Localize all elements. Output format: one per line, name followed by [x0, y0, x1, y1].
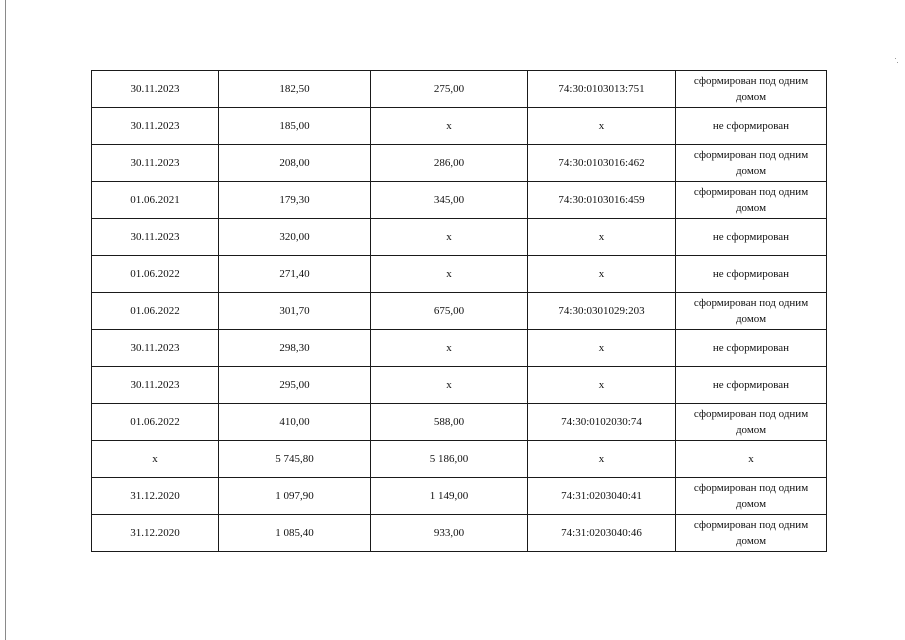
land-area-cell: 345,00 — [371, 182, 528, 219]
land-area-cell: х — [371, 108, 528, 145]
table-row — [92, 108, 827, 145]
area-cell: 182,50 — [219, 71, 371, 108]
data-table — [91, 70, 827, 552]
area-cell: 320,00 — [219, 219, 371, 256]
table-row — [92, 256, 827, 293]
land-area-cell: х — [371, 367, 528, 404]
cadastral-number-cell: 74:31:0203040:41 — [528, 478, 676, 515]
scan-speck — [895, 58, 896, 59]
status-cell: сформирован под одним домом — [676, 71, 827, 108]
area-cell: 208,00 — [219, 145, 371, 182]
area-cell: 301,70 — [219, 293, 371, 330]
table-row — [92, 441, 827, 478]
table-row — [92, 71, 827, 108]
area-cell: 298,30 — [219, 330, 371, 367]
date-cell: 30.11.2023 — [92, 219, 219, 256]
area-cell: 179,30 — [219, 182, 371, 219]
land-area-cell: 5 186,00 — [371, 441, 528, 478]
scan-speck — [897, 62, 898, 63]
table-row — [92, 219, 827, 256]
land-area-cell: 675,00 — [371, 293, 528, 330]
status-cell: сформирован под одним домом — [676, 515, 827, 552]
land-area-cell: 933,00 — [371, 515, 528, 552]
table-row — [92, 367, 827, 404]
date-cell: 31.12.2020 — [92, 478, 219, 515]
area-cell: 5 745,80 — [219, 441, 371, 478]
cadastral-number-cell: х — [528, 367, 676, 404]
table-row — [92, 293, 827, 330]
status-cell: не сформирован — [676, 108, 827, 145]
land-area-cell: 286,00 — [371, 145, 528, 182]
page-edge-line — [5, 0, 6, 640]
cadastral-number-cell: 74:30:0301029:203 — [528, 293, 676, 330]
land-area-cell: х — [371, 256, 528, 293]
table-row — [92, 404, 827, 441]
table-body — [92, 71, 827, 552]
table-row — [92, 145, 827, 182]
cadastral-number-cell: 74:30:0102030:74 — [528, 404, 676, 441]
area-cell: 1 085,40 — [219, 515, 371, 552]
table-row — [92, 182, 827, 219]
status-cell: сформирован под одним домом — [676, 404, 827, 441]
land-area-cell: 588,00 — [371, 404, 528, 441]
date-cell: 01.06.2022 — [92, 256, 219, 293]
table-row — [92, 330, 827, 367]
status-cell: не сформирован — [676, 256, 827, 293]
status-cell: не сформирован — [676, 219, 827, 256]
date-cell: 30.11.2023 — [92, 145, 219, 182]
cadastral-number-cell: х — [528, 441, 676, 478]
land-area-cell: х — [371, 330, 528, 367]
cadastral-number-cell: 74:30:0103016:462 — [528, 145, 676, 182]
cadastral-number-cell: 74:30:0103016:459 — [528, 182, 676, 219]
land-area-cell: 275,00 — [371, 71, 528, 108]
date-cell: 30.11.2023 — [92, 71, 219, 108]
cadastral-number-cell: 74:31:0203040:46 — [528, 515, 676, 552]
land-area-cell: 1 149,00 — [371, 478, 528, 515]
area-cell: 410,00 — [219, 404, 371, 441]
status-cell: х — [676, 441, 827, 478]
date-cell: 30.11.2023 — [92, 108, 219, 145]
date-cell: 01.06.2022 — [92, 404, 219, 441]
cadastral-number-cell: х — [528, 219, 676, 256]
status-cell: не сформирован — [676, 367, 827, 404]
date-cell: 30.11.2023 — [92, 330, 219, 367]
date-cell: 30.11.2023 — [92, 367, 219, 404]
status-cell: сформирован под одним домом — [676, 293, 827, 330]
table-row — [92, 478, 827, 515]
area-cell: 295,00 — [219, 367, 371, 404]
land-area-cell: х — [371, 219, 528, 256]
table-row — [92, 515, 827, 552]
area-cell: 185,00 — [219, 108, 371, 145]
status-cell: сформирован под одним домом — [676, 145, 827, 182]
area-cell: 1 097,90 — [219, 478, 371, 515]
date-cell: 31.12.2020 — [92, 515, 219, 552]
status-cell: сформирован под одним домом — [676, 478, 827, 515]
date-cell: 01.06.2022 — [92, 293, 219, 330]
area-cell: 271,40 — [219, 256, 371, 293]
status-cell: не сформирован — [676, 330, 827, 367]
cadastral-number-cell: х — [528, 256, 676, 293]
date-cell: х — [92, 441, 219, 478]
cadastral-number-cell: х — [528, 330, 676, 367]
status-cell: сформирован под одним домом — [676, 182, 827, 219]
cadastral-number-cell: х — [528, 108, 676, 145]
date-cell: 01.06.2021 — [92, 182, 219, 219]
cadastral-number-cell: 74:30:0103013:751 — [528, 71, 676, 108]
